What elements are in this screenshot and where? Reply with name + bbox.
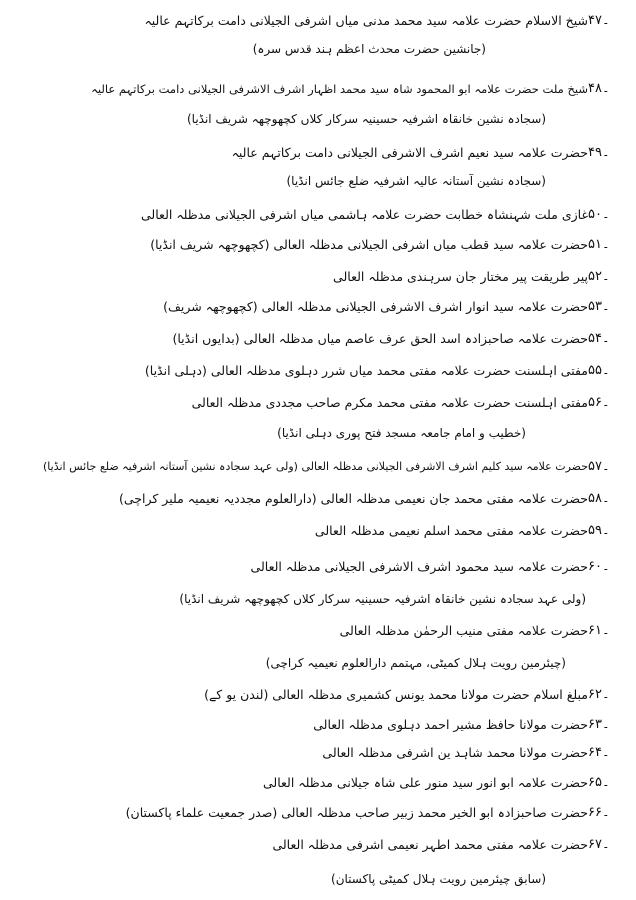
entry-line: حضرت علامہ مفتی منیب الرحمٰن مدظلہ العالی: [339, 623, 588, 638]
list-item: [0, 140, 636, 166]
entry-number: ۶۱۔: [588, 623, 610, 638]
entry-line: (چیئرمین رویت ہلال کمیٹی، مہتمم دارالعلوم نعیمیہ کراچی): [265, 656, 566, 670]
entry-number: ۵۸۔: [588, 491, 610, 506]
list-item: [0, 740, 636, 766]
entry-number: ۵۶۔: [588, 395, 610, 410]
entry-line: (خطیب و امام جامعہ مسجد فتح پوری دہلی انڈیا): [277, 426, 526, 440]
list-item: [0, 586, 636, 612]
list-item: [0, 294, 636, 320]
entry-line: حضرت علامہ سید نعیم اشرف الاشرفی الجیلانی دامت برکاتہم عالیہ: [231, 145, 588, 160]
entry-number: ۵۰۔: [588, 207, 610, 222]
entry-line: غازی ملت شہنشاہ خطابت حضرت علامہ ہاشمی میاں اشرفی الجیلانی مدظلہ العالی: [141, 207, 588, 222]
list-item: [0, 486, 636, 512]
list-item: [0, 454, 636, 480]
list-item: [0, 518, 636, 544]
entry-number: ۴۹۔: [588, 145, 610, 160]
list-item: [0, 36, 636, 62]
list-item: [0, 650, 636, 676]
entry-line: (سجادہ نشین آستانہ عالیہ اشرفیہ ضلع جائس انڈیا): [286, 174, 546, 188]
entry-line: پیر طریقت پیر مختار جان سرہندی مدظلہ العالی: [333, 269, 588, 284]
entry-line: (سابق چیئرمین رویت ہلال کمیٹی پاکستان): [331, 872, 546, 886]
list-item: [0, 8, 636, 34]
list-item: [0, 232, 636, 258]
entry-number: ۵۵۔: [588, 363, 610, 378]
list-item: [0, 554, 636, 580]
entry-line: (سجادہ نشین خانقاہ اشرفیہ حسینیہ سرکار کلاں کچھوچھہ شریف انڈیا): [186, 112, 546, 126]
entry-number: ۴۷۔: [588, 13, 610, 28]
entry-number: ۶۶۔: [588, 805, 610, 820]
list-item: [0, 866, 636, 892]
entry-line: حضرت علامہ مفتی محمد اطہر نعیمی اشرفی مدظلہ العالی: [272, 837, 588, 852]
entry-line: حضرت علامہ مفتی محمد جان نعیمی مدظلہ العالی (دارالعلوم مجددیہ نعیمیہ ملیر کراچی): [118, 491, 588, 506]
entry-number: ۵۲۔: [588, 269, 610, 284]
entry-number: ۵۳۔: [588, 299, 610, 314]
entry-line: مفتی اہلسنت حضرت علامہ مفتی محمد میاں شرر دہلوی مدظلہ العالی (دہلی انڈیا): [144, 363, 588, 378]
entry-line: مفتی اہلسنت حضرت علامہ مفتی محمد مکرم صاحب مجددی مدظلہ العالی: [191, 395, 588, 410]
list-item: [0, 712, 636, 738]
list-item: [0, 326, 636, 352]
list-item: [0, 420, 636, 446]
list-item: [0, 390, 636, 416]
entry-line: شیخ ملت حضرت علامہ ابو المحمود شاہ سید محمد اظہار اشرف الاشرفی الجیلانی دامت برکاتہم عالیہ: [91, 82, 588, 96]
entry-line: حضرت علامہ سید کلیم اشرف الاشرفی الجیلانی مدظلہ العالی (ولی عہد سجادہ نشین آستانہ اشرفیہ ضلع جائس انڈیا): [43, 460, 588, 473]
entry-number: ۴۸۔: [588, 81, 610, 96]
list-item: [0, 770, 636, 796]
entry-line: حضرت صاحبزادہ ابو الخیر محمد زبیر صاحب مدظلہ العالی (صدر جمعیت علماء پاکستان): [125, 805, 588, 820]
entry-line: حضرت علامہ سید انوار اشرف الاشرفی الجیلانی مدظلہ العالی (کچھوچھہ شریف): [163, 299, 588, 314]
entry-line: حضرت علامہ صاحبزادہ اسد الحق عرف عاصم میاں مدظلہ العالی (بدایوں انڈیا): [172, 331, 588, 346]
entry-number: ۶۴۔: [588, 745, 610, 760]
entry-number: ۵۴۔: [588, 331, 610, 346]
list-item: [0, 264, 636, 290]
entry-number: ۵۹۔: [588, 523, 610, 538]
list-item: [0, 106, 636, 132]
list-item: [0, 202, 636, 228]
entry-line: حضرت علامہ مفتی محمد اسلم نعیمی مدظلہ العالی: [314, 523, 588, 538]
entry-number: ۶۰۔: [588, 559, 610, 574]
entry-line: حضرت مولانا محمد شاہد ین اشرفی مدظلہ العالی: [322, 745, 588, 760]
entry-line: شیخ الاسلام حضرت علامہ سید محمد مدنی میاں اشرفی الجیلانی دامت برکاتہم عالیہ: [144, 13, 588, 28]
entry-line: حضرت علامہ سید قطب میاں اشرفی الجیلانی مدظلہ العالی (کچھوچھہ شریف انڈیا): [150, 237, 588, 252]
list-item: [0, 358, 636, 384]
entry-line: حضرت علامہ سید محمود اشرف الاشرفی الجیلانی مدظلہ العالی: [250, 559, 588, 574]
entry-line: (جانشین حضرت محدث اعظم ہند قدس سرہ): [252, 42, 486, 56]
entry-line: (ولی عہد سجادہ نشین خانقاہ اشرفیہ حسینیہ سرکار کلاں کچھوچھہ شریف انڈیا): [179, 592, 586, 606]
list-item: [0, 800, 636, 826]
list-item: [0, 76, 636, 102]
list-item: [0, 832, 636, 858]
entry-number: ۵۱۔: [588, 237, 610, 252]
list-item: [0, 682, 636, 708]
entry-number: ۶۷۔: [588, 837, 610, 852]
entry-line: حضرت علامہ ابو انور سید منور علی شاہ جیلانی مدظلہ العالی: [262, 775, 588, 790]
entry-number: ۶۲۔: [588, 687, 610, 702]
list-item: [0, 618, 636, 644]
entry-line: حضرت مولانا حافظ مشیر احمد دہلوی مدظلہ العالی: [313, 717, 588, 732]
list-item: [0, 168, 636, 194]
entry-line: مبلغ اسلام حضرت مولانا محمد یونس کشمیری مدظلہ العالی (لندن یو کے): [204, 687, 588, 702]
entry-number: ۶۳۔: [588, 717, 610, 732]
entry-number: ۵۷۔: [588, 459, 610, 474]
entry-number: ۶۵۔: [588, 775, 610, 790]
